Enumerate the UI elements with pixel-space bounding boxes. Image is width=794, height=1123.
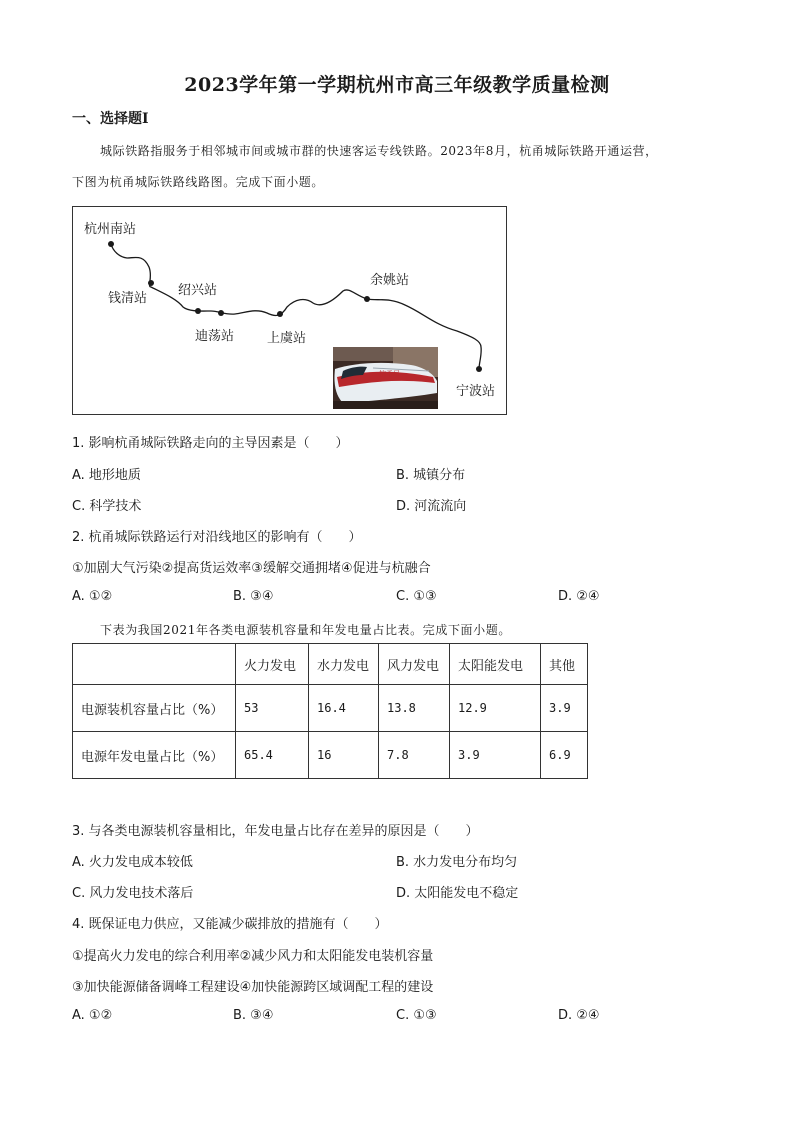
question-4-option-d[interactable]: D. ②④: [558, 1008, 600, 1023]
station-label-shangyu: 上虞站: [267, 331, 307, 346]
table-cell: 12.9: [450, 685, 541, 732]
station-label-didang: 迪荡站: [195, 329, 235, 344]
table-cell: 3.9: [541, 685, 588, 732]
header-cell-wind: 风力发电: [379, 644, 450, 685]
header-cell-empty: [73, 644, 236, 685]
station-dot-yuyao: [364, 296, 370, 302]
table-cell: 7.8: [379, 732, 450, 779]
question-2-stem: 2. 杭甬城际铁路运行对沿线地区的影响有（ ）: [72, 530, 362, 545]
question-4-items-line-1: ①提高火力发电的综合利用率②减少风力和太阳能发电装机容量: [72, 949, 434, 964]
question-1-option-d[interactable]: D. 河流流向: [396, 499, 467, 514]
question-2-option-d[interactable]: D. ②④: [558, 589, 600, 604]
question-1-stem: 1. 影响杭甬城际铁路走向的主导因素是（ ）: [72, 436, 349, 451]
railway-route-map: [72, 206, 507, 415]
question-2-option-c[interactable]: C. ①③: [396, 589, 437, 604]
question-4-option-a[interactable]: A. ①②: [72, 1008, 113, 1023]
header-cell-thermal: 火力发电: [236, 644, 309, 685]
table-cell: 53: [236, 685, 309, 732]
header-cell-hydro: 水力发电: [309, 644, 379, 685]
station-dot-shangyu: [277, 311, 283, 317]
station-label-hangzhounan: 杭州南站: [84, 222, 137, 237]
question-2-option-b[interactable]: B. ③④: [233, 589, 274, 604]
question-4-option-c[interactable]: C. ①③: [396, 1008, 437, 1023]
row-label-capacity: 电源装机容量占比（%）: [73, 685, 236, 732]
station-label-yuyao: 余姚站: [370, 273, 410, 288]
route-line-svg: [73, 207, 506, 414]
question-2-option-a[interactable]: A. ①②: [72, 589, 113, 604]
question-4-option-b[interactable]: B. ③④: [233, 1008, 274, 1023]
section-heading: 一、选择题Ⅰ: [72, 111, 149, 127]
question-3-stem: 3. 与各类电源装机容量相比，年发电量占比存在差异的原因是（ ）: [72, 824, 479, 839]
intro-paragraph-line-2: 下图为杭甬城际铁路线路图。完成下面小题。: [72, 175, 325, 189]
question-4-stem: 4. 既保证电力供应，又能减少碳排放的措施有（ ）: [72, 917, 388, 932]
table-header-row: [73, 644, 588, 685]
table-cell: 3.9: [450, 732, 541, 779]
table-cell: 16: [309, 732, 379, 779]
question-3-option-d[interactable]: D. 太阳能发电不稳定: [396, 886, 519, 901]
question-3-option-b[interactable]: B. 水力发电分布均匀: [396, 855, 518, 870]
question-3-option-c[interactable]: C. 风力发电技术落后: [72, 886, 194, 901]
table-row: [73, 685, 588, 732]
row-label-generation: 电源年发电量占比（%）: [73, 732, 236, 779]
station-dot-ningbo: [476, 366, 482, 372]
table-cell: 65.4: [236, 732, 309, 779]
question-1-option-b[interactable]: B. 城镇分布: [396, 468, 466, 483]
question-4-items-line-2: ③加快能源储备调峰工程建设④加快能源跨区域调配工程的建设: [72, 980, 434, 995]
station-label-shaoxing: 绍兴站: [178, 283, 218, 298]
station-dot-qianqing: [148, 280, 154, 286]
table-intro: 下表为我国2021年各类电源装机容量和年发电量占比表。完成下面小题。: [100, 623, 511, 637]
power-share-table: [72, 643, 588, 779]
station-dot-hangzhounan: [108, 241, 114, 247]
header-cell-solar: 太阳能发电: [450, 644, 541, 685]
train-photo: [333, 347, 438, 409]
page-title: 2023学年第一学期杭州市高三年级教学质量检测: [184, 74, 610, 96]
table-cell: 16.4: [309, 685, 379, 732]
question-2-items: ①加剧大气污染②提高货运效率③缓解交通拥堵④促进与杭融合: [72, 561, 431, 576]
table-row: [73, 732, 588, 779]
table-cell: 6.9: [541, 732, 588, 779]
header-cell-other: 其他: [541, 644, 588, 685]
station-label-qianqing: 钱清站: [108, 291, 148, 306]
question-3-option-a[interactable]: A. 火力发电成本较低: [72, 855, 193, 870]
table-cell: 13.8: [379, 685, 450, 732]
intro-paragraph-line-1: 城际铁路指服务于相邻城市间或城市群的快速客运专线铁路。2023年8月，杭甬城际铁路开通运营，: [100, 144, 658, 158]
question-1-option-c[interactable]: C. 科学技术: [72, 499, 142, 514]
question-1-option-a[interactable]: A. 地形地质: [72, 468, 141, 483]
station-dot-shaoxing: [195, 308, 201, 314]
station-dot-didang: [218, 310, 224, 316]
train-logo-text: 杭甬号: [379, 370, 400, 378]
station-label-ningbo: 宁波站: [456, 384, 496, 399]
